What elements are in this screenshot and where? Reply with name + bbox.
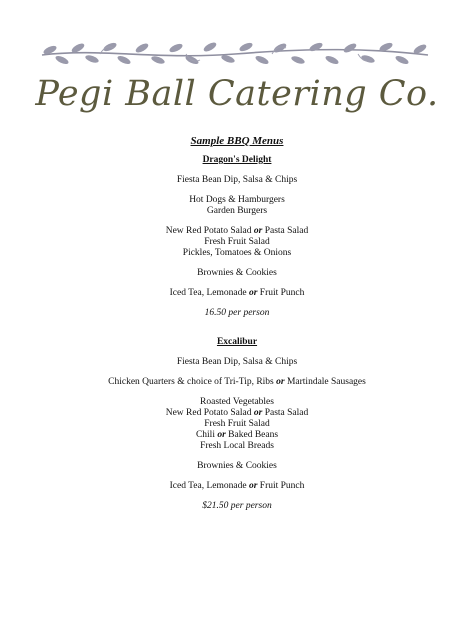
menu-item: Garden Burgers <box>206 206 268 216</box>
menu-name: Dragon's Delight <box>202 155 272 165</box>
menu-item: Iced Tea, Lemonade or Fruit Punch <box>169 288 305 298</box>
menu-item: Fiesta Bean Dip, Salsa & Chips <box>176 175 298 185</box>
menu-item: Brownies & Cookies <box>197 268 277 278</box>
menu-item: Fresh Fruit Salad <box>204 237 270 247</box>
menu-item: Pickles, Tomatoes & Onions <box>182 248 292 258</box>
menu-item: Fiesta Bean Dip, Salsa & Chips <box>176 357 298 367</box>
menu-group <box>0 175 474 186</box>
menu-group <box>0 461 474 472</box>
menu-item: New Red Potato Salad or Pasta Salad <box>165 408 309 418</box>
menu-item: Fresh Fruit Salad <box>204 419 270 429</box>
menu-group <box>0 481 474 492</box>
menu-price: $21.50 per person <box>202 501 272 511</box>
menu-item: New Red Potato Salad or Pasta Salad <box>165 226 309 236</box>
menu-name: Excalibur <box>216 337 258 347</box>
vine-ornament <box>40 38 430 72</box>
menu-group <box>0 377 474 388</box>
menu-item: Fresh Local Breads <box>200 441 274 451</box>
menu-item: Roasted Vegetables <box>200 397 274 407</box>
menu-group <box>0 195 474 217</box>
menu-item: Hot Dogs & Hamburgers <box>189 195 285 205</box>
menu-group <box>0 268 474 279</box>
menu-content <box>0 136 474 521</box>
menu-group <box>0 288 474 299</box>
menu-group <box>0 357 474 368</box>
page-title: Sample BBQ Menus <box>190 135 284 147</box>
menu-item: Chicken Quarters & choice of Tri-Tip, Ribs or Martindale Sausages <box>108 377 366 387</box>
company-name: Pegi Ball Catering Co. <box>35 74 439 114</box>
menu-item: Iced Tea, Lemonade or Fruit Punch <box>169 481 305 491</box>
menu-section <box>0 155 474 319</box>
menu-group <box>0 226 474 259</box>
menu-section <box>0 337 474 512</box>
menu-price: 16.50 per person <box>204 308 270 318</box>
menu-group <box>0 397 474 452</box>
menu-item: Brownies & Cookies <box>197 461 277 471</box>
menu-item: Chili or Baked Beans <box>195 430 279 440</box>
